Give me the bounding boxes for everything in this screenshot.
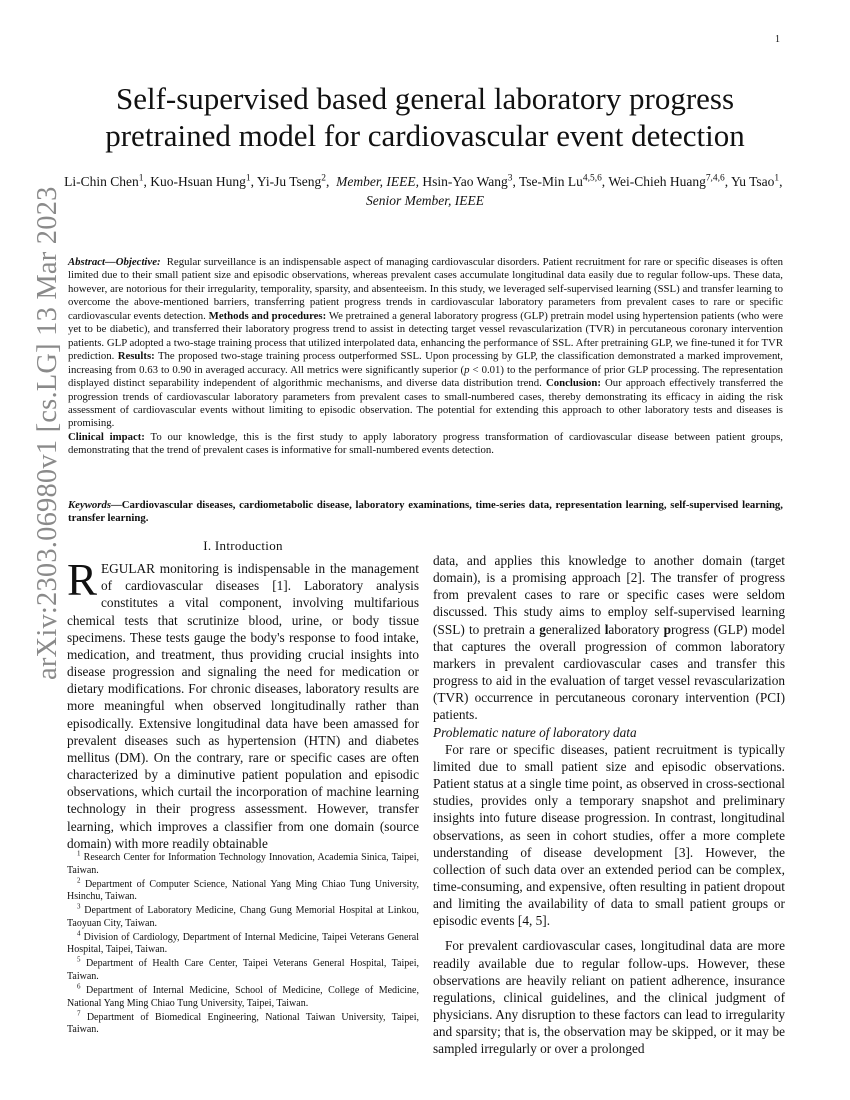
acronym-letter: p (663, 621, 671, 637)
footnote (67, 876, 419, 904)
author-list: Li-Chin Chen$^1$, Kuo-Hsuan Hung$^1$, Yi-Ju Tseng$^2$, Member, IEEE, Hsin-Yao Wang$^3$, Tse-Min Lu$^{4,5,6}$, Wei-Chieh Huang$^{7,4,6}$, Yu Tsao$^1$, Senior Member, IEEE (64, 173, 786, 208)
footnote-number: 2 (77, 876, 81, 885)
footnote-text: Department of Biomedical Engineering, National Taiwan University, Taipei, Taiwan. (67, 1011, 419, 1036)
footnote-text: Department of Health Care Center, Taipei Veterans General Hospital, Taipei, Taiwan. (67, 958, 419, 982)
footnote-number: 7 (77, 1009, 81, 1018)
abstract-methods: We pretrained a general laboratory progress (GLP) pretrain model using hypertension patients (who were yet to be diabetic), and transferred their laboratory progress trend to assist in detecting target vessel revascularization (TVR) in percutaneous coronary intervention patients. GLP adopted a two-stage training process that utilized interpolated data, enhancing the performance of SSL. After pretraining GLP, we fine-tuned it for TVR prediction. (68, 309, 783, 363)
footnote-number: 3 (77, 902, 81, 911)
p-value-symbol: p (464, 363, 470, 376)
intro-continued-text: rogress (GLP) model that captures the overall progression of common laboratory markers in prevalent cardiovascular cases and transfer this progress to aid in the evaluation of target vessel revascularization (TVR) occurrence in percutaneous coronary intervention (PCI) patients. (433, 621, 786, 723)
keywords-label: Keywords (68, 499, 111, 511)
footnote-number: 5 (77, 956, 81, 965)
author-name: Li-Chin Chen (64, 174, 139, 189)
footnote-text: Research Center for Information Technology Innovation, Academia Sinica, Taipei, Taiwan. (67, 852, 419, 876)
impact-label: Clinical impact: (68, 430, 145, 443)
abstract-results-a: The proposed two-stage training process outperformed SSL. Upon processing by GLP, the classification demonstrated a marked improvement, increasing from 0.63 to 0.90 in averaged accuracy. All metrics were significantly superior ( (68, 350, 783, 376)
footnote-text: Department of Internal Medicine, School of Medicine, College of Medicine, National Yang Ming Chiao Tung University, Taipei, Taiwan. (67, 984, 419, 1009)
footnote (67, 849, 419, 877)
affiliation-marker: 2 (321, 173, 326, 184)
intro-continued-text: data, and applies this knowledge to another domain (target domain), is a promising approach [2]. The transfer of progress from prevalent cases to rare or specific cases were seldom discussed. This study aims to employ self-supervised learning (SSL) to pretrain a (433, 553, 785, 637)
abstract-body (68, 256, 783, 431)
footnote (67, 958, 419, 983)
author-name: Tse-Min Lu (519, 174, 583, 189)
drop-cap: R (67, 555, 98, 606)
page-number: 1 (775, 34, 780, 45)
acronym-letter: l (604, 621, 609, 637)
footnote-number: 6 (77, 982, 81, 991)
keywords-text: —Cardiovascular diseases, cardiometabolic disease, laboratory examinations, time-series data, representation learning, self-supervised learning, transfer learning. (68, 499, 783, 525)
paper-title: Self-supervised based general laboratory progress pretrained model for cardiovascular event detection (105, 81, 745, 153)
footnote-number: 1 (77, 849, 81, 858)
affiliation-marker: 7,4,6 (705, 173, 725, 184)
footnote (67, 982, 419, 1010)
footnote (67, 902, 419, 930)
senior-member-title: Senior Member, IEEE (365, 193, 485, 208)
member-title: Member, IEEE, (336, 174, 419, 189)
author-name: Yu Tsao (730, 174, 775, 189)
abstract-lead: Abstract—Objective: (68, 256, 161, 268)
footnote-text: Department of Computer Science, National Yang Ming Chiao Tung University, Hsinchu, Taiwan. (67, 878, 419, 903)
impact-text: To our knowledge, this is the first study to apply laboratory progress transformation of cardiovascular disease between patient groups, demonstrating that the trend of prevalent cases is informative for small-numbered events detection. (68, 430, 783, 457)
intro-first-word: EGULAR (101, 561, 155, 577)
section-heading-introduction: I. Introduction (203, 538, 283, 553)
affiliation-marker: 4,5,6 (582, 173, 602, 184)
abstract-objective: Regular surveillance is an indispensable aspect of managing cardiovascular disorders. Patient recruitment for rare or specific diseases is often limited due to their small patient size and episodic observations, whereas prevalent cases accumulate longitudinal data easily due to regular follow-ups. These data, however, are notorious for their irregularity, temporality, sparsity, and absenteeism. In this study, we leveraged self-supervised learning (SSL) and transfer learning to overcome the above-mentioned barriers, transferring patient progress trends in cardiovascular laboratory parameters from prevalent cases to rare or specific cardiovascular events detection. (68, 256, 783, 322)
conclusion-label: Conclusion: (545, 377, 601, 390)
left-column (67, 537, 419, 852)
methods-label: Methods and procedures: (208, 309, 327, 322)
author-name: Hsin-Yao Wang (422, 174, 508, 189)
abstract-results-b: < 0.01) to the performance of prior GLP processing. The representation displayed distinct separability independent of algorithmic mechanisms, and diverse data distribution trend. (68, 363, 784, 390)
body-paragraph: For prevalent cardiovascular cases, longitudinal data are more readily available due to regular follow-ups. However, these observations are heavily reliant on patient adherence, insurance regulations, clinical guidelines, and the clinical judgment of physicians. Any disruption to these factors can lead to irregularity and sparsity; that is, the observation may be skipped, or it may be sampled irregularly or over a prolonged (433, 938, 785, 1057)
author-name: Kuo-Hsuan Hung (150, 174, 246, 189)
keywords (68, 499, 783, 526)
abstract-conclusion: Our approach effectively transferred the progression trends of cardiovascular laboratory parameters from prevalent cases to small-numbered cases, thereby demonstrating its efficacy in aiding the risk assessment of cardiovascular events without limiting to episodic observation. The potential for extending this approach to other laboratory tests and diseases is promising. (68, 377, 784, 430)
right-column (433, 552, 785, 1058)
results-label: Results: (117, 350, 155, 363)
intro-continued-text: aboratory (608, 621, 664, 637)
clinical-impact (68, 431, 783, 458)
footnote-text: Department of Laboratory Medicine, Chang Gung Memorial Hospital at Linkou, Taoyuan City, Taiwan. (67, 905, 419, 929)
footnote (67, 1009, 419, 1037)
footnote (67, 929, 419, 957)
intro-text: monitoring is indispensable in the management of cardiovascular diseases [1]. Laboratory analysis constitutes a vital component, involving multifarious chemical tests that scrutinize blood, urine, or body tissue specimens. These tests gauge the body's response to food intake, medication, and treatment, thus providing crucial insights into disease progression and signaling the need for medication or dietary modifications. For chronic diseases, laboratory results are more meaningful when observed longitudinally rather than episodically. Extensive longitudinal data have been amassed for prevalent diseases such as hypertension (HTN) and diabetes mellitus (DM). On the contrary, rare or specific cases are often characterized by a diminutive patient population and episodic observations, which curtail the incorporation of machine learning technology in their progress assessment. However, transfer learning, which improves a classifier from one domain (source domain) with more readily obtainable (67, 561, 419, 851)
intro-continued-text: eneralized (545, 621, 605, 637)
affiliation-footnotes (67, 849, 419, 1038)
abstract (68, 256, 783, 458)
affiliation-marker: 1 (245, 173, 251, 184)
affiliation-marker: 3 (507, 173, 513, 184)
arxiv-id: arXiv:2303.06980v1 [cs.LG] 13 Mar 2023 (32, 186, 63, 680)
body-paragraph: For rare or specific diseases, patient recruitment is typically limited due to small patient size and episodic observations. Patient status at a single time point, as observed in cross-sectional studies, provides only a temporary snapshot and preliminary insights into future disease progression. In contrast, longitudinal observations, as seen in cohort studies, offer a more complete understanding of disease development [3]. However, the collection of such data over an extended period can be complex, time-consuming, and expensive, often resulting in patient dropout and limiting the availability of data to small patient groups or episodic events [4, 5]. (433, 741, 785, 929)
footnote-number: 4 (77, 929, 81, 938)
affiliation-marker: 1 (138, 173, 144, 184)
affiliation-marker: 1 (774, 173, 780, 184)
author-name: Wei-Chieh Huang (608, 174, 706, 189)
intro-continued-paragraph (433, 552, 785, 724)
author-name: Yi-Ju Tseng (256, 174, 322, 189)
acronym-letter: g (539, 621, 546, 637)
footnote-text: Division of Cardiology, Department of Internal Medicine, Taipei Veterans General Hospital, Taipei, Taiwan. (67, 931, 419, 956)
subsection-heading: Problematic nature of laboratory data (433, 724, 637, 740)
intro-paragraph (67, 555, 419, 852)
